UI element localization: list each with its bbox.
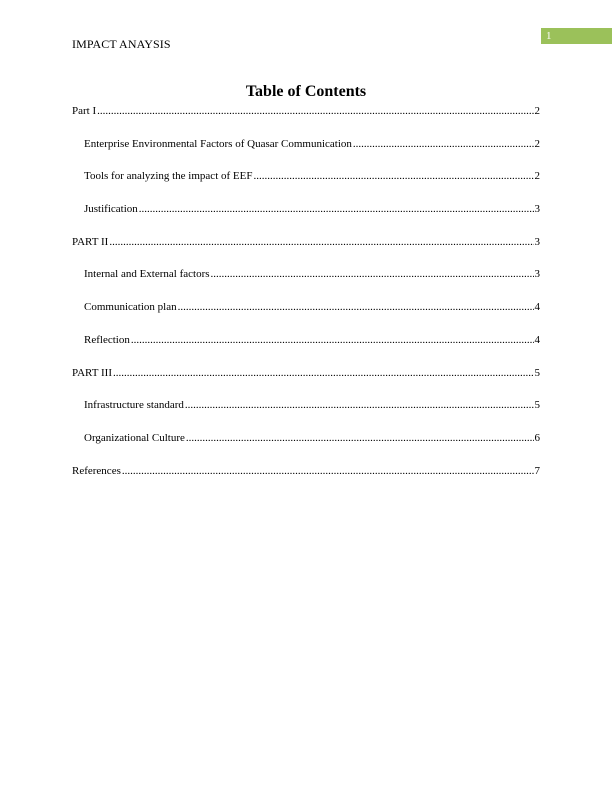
toc-entry-page: 5	[534, 366, 540, 379]
dot-leader	[113, 366, 534, 380]
toc-entry-page: 3	[534, 203, 540, 216]
toc-entry-communication-plan[interactable]	[72, 300, 540, 333]
toc-entry-label: Part I	[72, 105, 97, 117]
toc-entry-label: PART II	[72, 235, 109, 248]
toc-entry-page: 3	[534, 268, 540, 281]
toc-entry-label: PART III	[72, 366, 112, 379]
toc-entry-infrastructure-standard[interactable]	[72, 398, 540, 431]
page-number: 1	[546, 30, 552, 42]
dot-leader	[353, 137, 534, 151]
toc-entry-tools-for-analyzing[interactable]	[72, 169, 540, 202]
toc-entry-reflection[interactable]	[72, 333, 540, 366]
toc-entry-label: Internal and External factors	[84, 268, 210, 281]
toc-entry-page: 2	[534, 137, 540, 150]
dot-leader	[211, 267, 534, 281]
toc-entry-references[interactable]	[72, 464, 540, 497]
dot-leader	[131, 333, 534, 347]
toc-entry-part-ii[interactable]	[72, 235, 540, 268]
toc-entry-internal-external-factors[interactable]	[72, 267, 540, 300]
page-number-badge	[541, 28, 612, 44]
dot-leader	[253, 169, 533, 183]
toc-entry-label: Organizational Culture	[84, 431, 185, 444]
table-of-contents	[72, 104, 540, 496]
dot-leader	[109, 235, 533, 249]
dot-leader	[97, 104, 533, 118]
dot-leader	[122, 464, 534, 478]
toc-entry-label: Tools for analyzing the impact of EEF	[84, 170, 253, 183]
toc-entry-part-i[interactable]	[72, 104, 540, 137]
toc-entry-label: Communication plan	[84, 301, 177, 314]
toc-entry-page: 2	[534, 105, 540, 117]
dot-leader	[186, 431, 534, 445]
toc-title: Table of Contents	[245, 83, 367, 100]
toc-entry-label: References	[72, 464, 121, 477]
running-header: IMPACT ANAYSIS	[72, 37, 171, 51]
dot-leader	[139, 202, 534, 216]
toc-entry-label: Justification	[84, 203, 138, 216]
toc-entry-organizational-culture[interactable]	[72, 431, 540, 464]
toc-entry-label: Reflection	[84, 333, 130, 346]
dot-leader	[178, 300, 534, 314]
toc-entry-enterprise-environmental-factors[interactable]	[72, 137, 540, 170]
dot-leader	[185, 398, 534, 412]
toc-entry-page: 7	[534, 464, 540, 477]
toc-entry-label: Infrastructure standard	[84, 399, 184, 412]
toc-entry-page: 4	[534, 333, 540, 346]
toc-entry-page: 4	[534, 301, 540, 314]
toc-entry-justification[interactable]	[72, 202, 540, 235]
toc-entry-page: 5	[534, 399, 540, 412]
toc-entry-page: 2	[534, 170, 540, 183]
toc-entry-page: 6	[534, 431, 540, 444]
toc-entry-page: 3	[534, 235, 540, 248]
toc-entry-part-iii[interactable]	[72, 366, 540, 399]
toc-entry-label: Enterprise Environmental Factors of Quasar Communication	[84, 137, 352, 150]
